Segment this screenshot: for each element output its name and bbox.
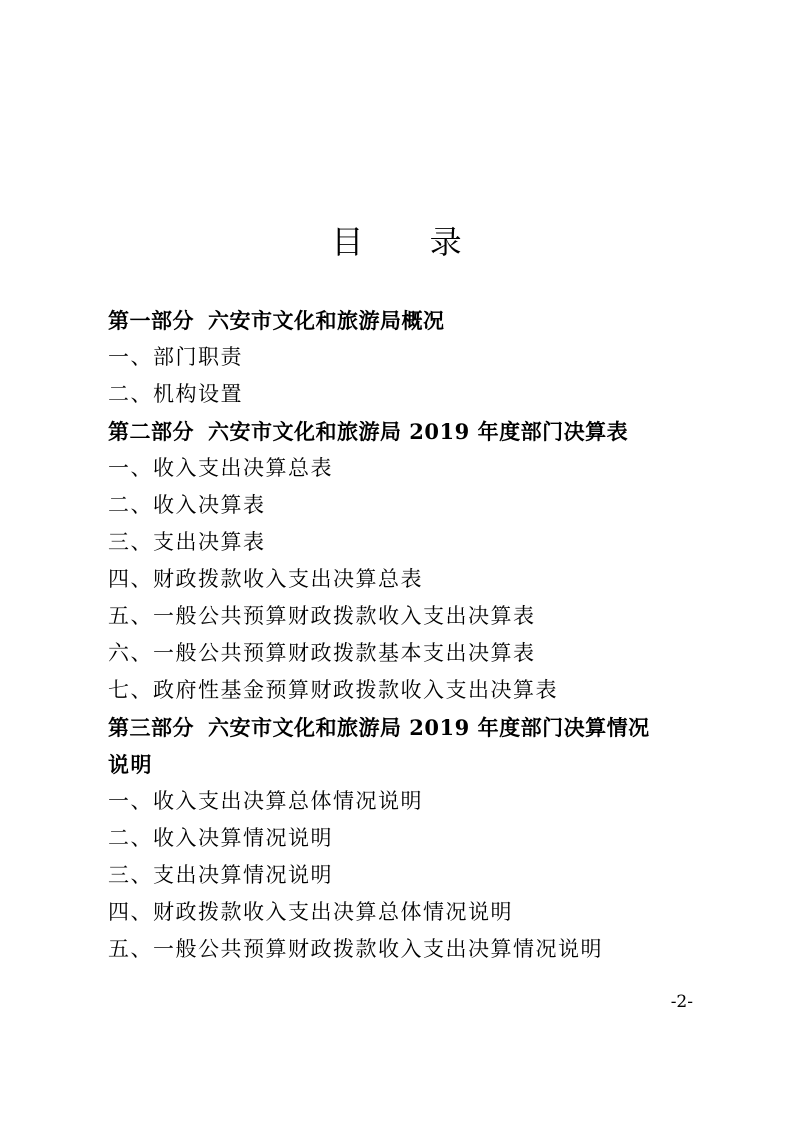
toc-item: 二、收入决算情况说明 — [108, 826, 333, 850]
toc-item: 一、收入支出决算总体情况说明 — [108, 789, 423, 813]
toc-item: 二、机构设置 — [108, 382, 243, 406]
toc-item: 三、支出决算情况说明 — [108, 863, 333, 887]
toc-item: 四、财政拨款收入支出决算总表 — [108, 567, 423, 591]
toc-part-heading — [108, 413, 708, 450]
toc-item: 一、部门职责 — [108, 345, 243, 369]
toc-part-heading-continuation: 说明 — [108, 752, 153, 777]
toc-item: 二、收入决算表 — [108, 493, 266, 517]
page-title: 目 录 — [331, 223, 490, 261]
toc-item: 三、支出决算表 — [108, 530, 266, 554]
toc-item: 一、收入支出决算总表 — [108, 456, 333, 480]
table-of-contents — [108, 302, 708, 968]
toc-part-heading — [108, 302, 708, 339]
toc-item: 五、一般公共预算财政拨款收入支出决算情况说明 — [108, 937, 603, 961]
part-label: 第一部分 — [108, 308, 194, 333]
part-label: 第三部分 — [108, 715, 194, 740]
toc-part-heading — [108, 709, 708, 746]
page-number: -2- — [670, 992, 693, 1012]
part-title: 六安市文化和旅游局 2019 年度部门决算表 — [208, 419, 629, 444]
toc-item: 七、政府性基金预算财政拨款收入支出决算表 — [108, 678, 558, 702]
toc-item: 五、一般公共预算财政拨款收入支出决算表 — [108, 604, 536, 628]
part-label: 第二部分 — [108, 419, 194, 444]
toc-item: 四、财政拨款收入支出决算总体情况说明 — [108, 900, 513, 924]
toc-item: 六、一般公共预算财政拨款基本支出决算表 — [108, 641, 536, 665]
part-title: 六安市文化和旅游局 2019 年度部门决算情况 — [208, 715, 650, 740]
part-title: 六安市文化和旅游局概况 — [208, 308, 445, 333]
